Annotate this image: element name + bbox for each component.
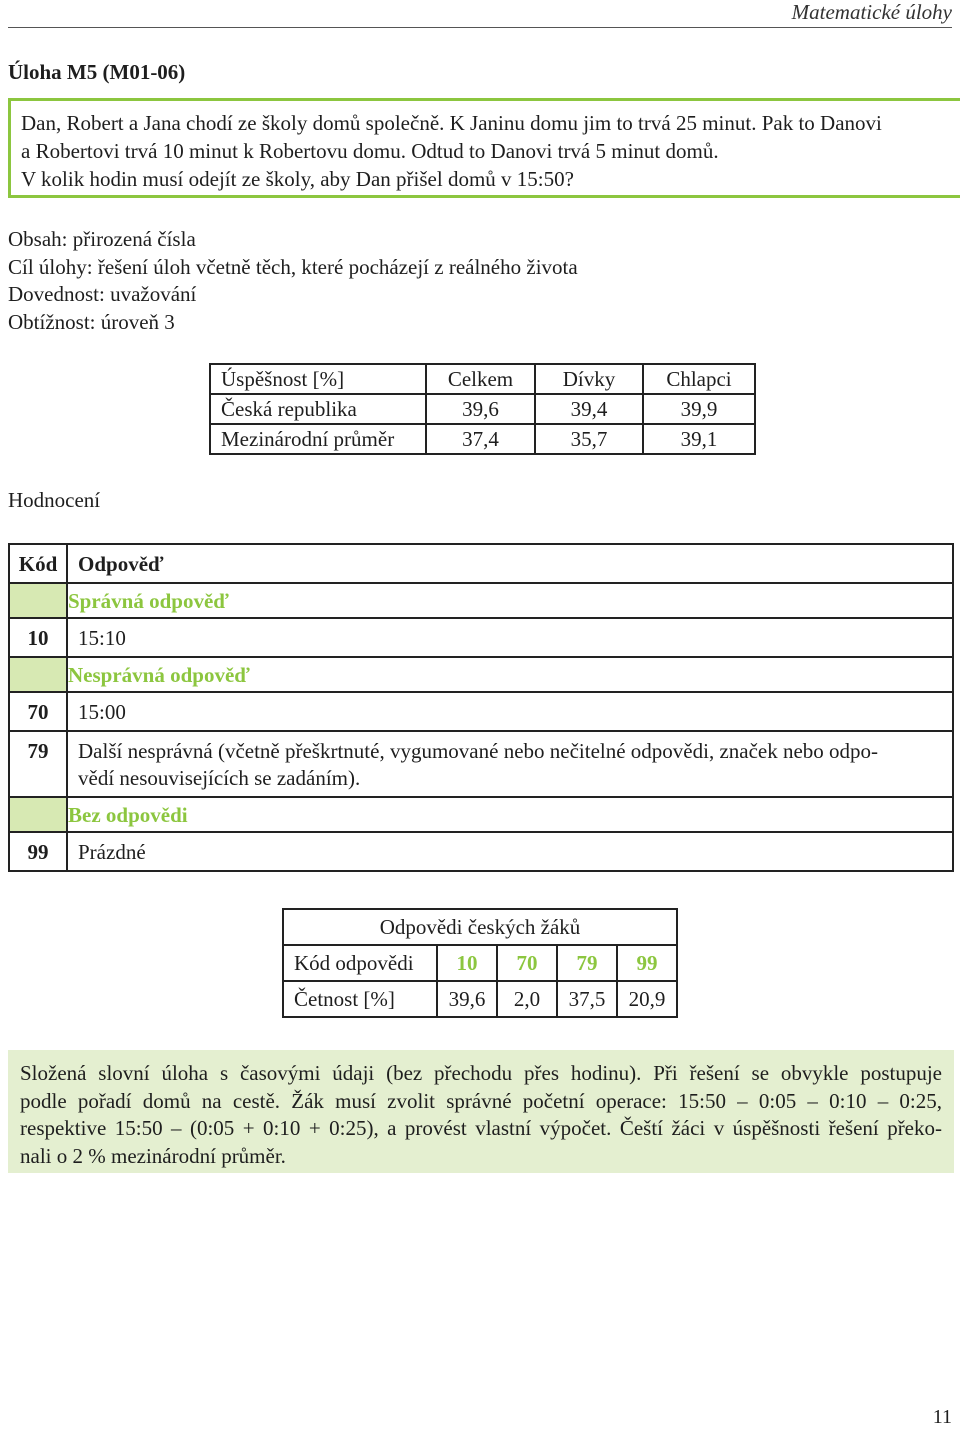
answer-cell: 15:10	[67, 618, 953, 657]
category-marker	[9, 797, 67, 832]
page-number: 11	[932, 1406, 952, 1428]
difficulty-info: Obtížnost: úroveň 3	[8, 309, 175, 334]
table-row	[283, 981, 677, 1017]
table-row	[9, 618, 953, 657]
content-info: Obsah: přirozená čísla	[8, 227, 196, 251]
success-rate-table	[209, 363, 756, 455]
row-label: Mezinárodní průměr	[210, 424, 426, 454]
answer-line: Další nesprávná (včetně přeškrtnuté, vygumované nebo nečitelné odpovědi, značek nebo odpo-	[78, 739, 879, 763]
header-cell: Dívky	[535, 364, 643, 394]
commentary-line: nali o 2 % mezinárodní průměr.	[20, 1143, 286, 1168]
table-cell: 39,6	[426, 394, 535, 424]
category-label: Bez odpovědi	[67, 797, 953, 832]
code-header: Kód	[9, 544, 67, 583]
commentary-box	[8, 1050, 954, 1173]
table-title-row	[283, 909, 677, 945]
skill-info: Dovednost: uvažování	[8, 282, 197, 306]
category-row-none	[9, 797, 953, 832]
category-marker	[9, 583, 67, 618]
category-marker	[9, 657, 67, 692]
table-header-row	[210, 364, 755, 394]
commentary-line: Složená slovní úloha s časovými údaji (bez přechodu přes hodinu). Při řešení se obvykle postupuje	[20, 1061, 942, 1085]
value-cell: 2,0	[497, 981, 557, 1017]
goal-info: Cíl úlohy: řešení úloh včetně těch, které pocházejí z reálného života	[8, 254, 578, 279]
table-row	[9, 731, 953, 797]
code-cell: 10	[9, 618, 67, 657]
table-cell: 35,7	[535, 424, 643, 454]
category-row-correct	[9, 583, 953, 618]
answer-line: vědí nesouvisejících se zadáním).	[78, 766, 361, 790]
value-cell: 37,5	[557, 981, 617, 1017]
category-label: Správná odpověď	[67, 583, 953, 618]
answer-cell	[67, 731, 953, 797]
answer-header: Odpověď	[67, 544, 953, 583]
running-header-title: Matematické úlohy	[791, 0, 952, 24]
code-cell: 70	[9, 692, 67, 731]
category-label: Nesprávná odpověď	[67, 657, 953, 692]
table-cell: 39,9	[643, 394, 755, 424]
table-header-row	[9, 544, 953, 583]
question-line: V kolik hodin musí odejít ze školy, aby Dan přišel domů v 15:50?	[21, 167, 574, 191]
scoring-codes-table	[8, 543, 954, 872]
header-cell: Celkem	[426, 364, 535, 394]
header-divider	[8, 27, 952, 28]
header-cell: Chlapci	[643, 364, 755, 394]
table-row	[283, 945, 677, 981]
commentary-line: podle pořadí domů na cestě. Žák musí zvolit správné početní operace: 15:50 – 0:05 – 0:10 – 0:25,	[20, 1088, 942, 1113]
evaluation-heading: Hodnocení	[8, 488, 101, 512]
task-metadata	[8, 226, 578, 336]
question-line: Dan, Robert a Jana chodí ze školy domů společně. K Janinu domu jim to trvá 25 minut. Pak to Danovi	[21, 111, 882, 135]
row-label: Četnost [%]	[283, 981, 437, 1017]
code-cell: 70	[497, 945, 557, 981]
question-box	[8, 98, 960, 198]
table-cell: 37,4	[426, 424, 535, 454]
value-cell: 20,9	[617, 981, 677, 1017]
code-cell: 99	[617, 945, 677, 981]
code-cell: 99	[9, 832, 67, 871]
answer-cell: Prázdné	[67, 832, 953, 871]
table-cell: 39,1	[643, 424, 755, 454]
table-cell: 39,4	[535, 394, 643, 424]
row-label: Kód odpovědi	[283, 945, 437, 981]
table-row	[9, 832, 953, 871]
category-row-incorrect	[9, 657, 953, 692]
table-row	[210, 394, 755, 424]
task-title: Úloha M5 (M01-06)	[8, 60, 186, 84]
code-cell: 79	[557, 945, 617, 981]
code-cell: 79	[9, 731, 67, 797]
commentary-line: respektive 15:50 – (0:05 + 0:10 + 0:25), a provést vlastní výpočet. Čeští žáci v úspěšnosti řešení překo-	[20, 1116, 942, 1140]
row-label: Česká republika	[210, 394, 426, 424]
table-row	[9, 692, 953, 731]
value-cell: 39,6	[437, 981, 497, 1017]
table-title: Odpovědi českých žáků	[283, 909, 677, 945]
code-cell: 10	[437, 945, 497, 981]
header-cell: Úspěšnost [%]	[210, 364, 426, 394]
answer-cell: 15:00	[67, 692, 953, 731]
question-line: a Robertovi trvá 10 minut k Robertovu domu. Odtud to Danovi trvá 5 minut domů.	[21, 139, 719, 163]
czech-answers-table	[282, 908, 678, 1018]
table-row	[210, 424, 755, 454]
